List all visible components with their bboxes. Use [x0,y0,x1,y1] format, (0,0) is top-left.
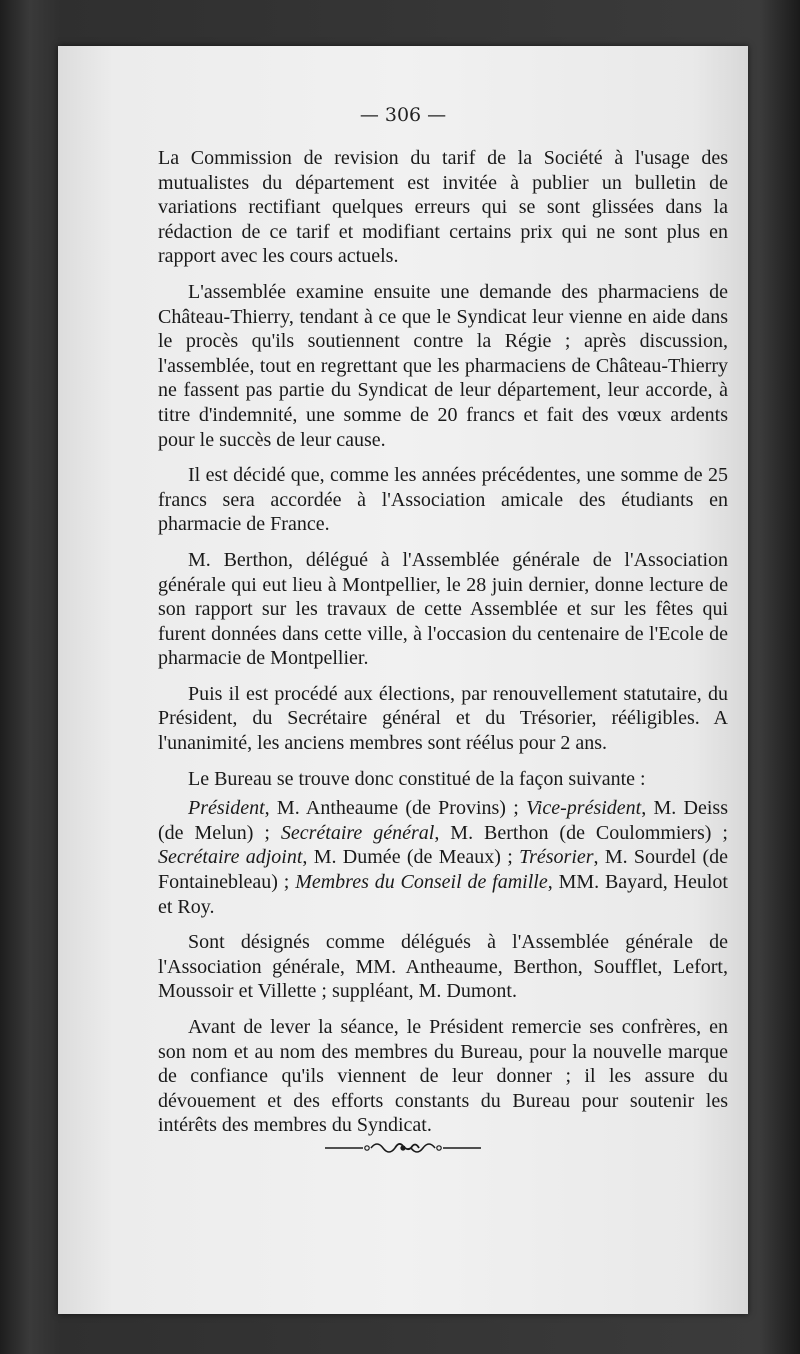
secretaire-adjoint-name: , M. Dumée (de Meaux) ; [302,846,520,869]
page-number: — 306 — [359,104,447,126]
vice-president-name: , M. Deiss (de Melun) ; [158,797,728,844]
paragraph-delegues: Sont désignés comme délégués à l'Assemblée générale de l'Association générale, MM. Antheaume, Berthon, Soufflet, Lefort, Moussoir et Villette ; suppléant, M. Dumont. [158,931,728,1003]
tresorier-name: , M. Sourdel (de Fontainebleau) ; [158,846,728,894]
secretaire-general-name: , M. Berthon (de Coulommiers) ; [434,821,728,844]
paragraph-cloture: Avant de lever la séance, le Président remercie ses confrères, en son nom et au nom des membres du Bureau, pour la nouvelle marque de confiance qu'ils viennent de leur donner ; il les assure du dévouement et des efforts constants du Bureau pour soutenir les intérêts des membres du Syndicat. [158,1016,728,1137]
paragraph-association-amicale: Il est décidé que, comme les années précédentes, une somme de 25 francs sera accordée à l'Association amicale des étudiants en pharmacie de France. [158,464,728,536]
book-page [58,46,748,1314]
page-body [158,146,728,1149]
fleuron-svg [323,1136,483,1160]
paragraph-bureau-intro: Le Bureau se trouve donc constitué de la façon suivante : [188,767,646,790]
president-name: , M. Antheaume (de Provins) ; [264,797,527,820]
paragraph-berthon-rapport: M. Berthon, délégué à l'Assemblée générale de l'Association générale qui eut lieu à Montpellier, le 28 juin dernier, donne lecture de son rapport sur les travaux de cette Assemblée et sur les fêtes qui furent données dans cette ville, à l'occasion du centenaire de l'Ecole de pharmacie de Montpellier. [158,548,728,670]
role-tresorier: Trésorier [519,846,594,869]
role-president: Président [188,797,265,820]
paragraph-chateau-thierry: L'assemblée examine ensuite une demande des pharmaciens de Château-Thierry, tendant à ce que le Syndicat leur vienne en aide dans le procès qu'ils soutiennent contre la Régie ; après discussion, l'assemblée, tout en regrettant que les pharmaciens de Château-Thierry ne fassent pas partie du Syndicat de leur département, leur accorde, à titre d'indemnité, une somme de 20 francs et fait des vœux ardents pour le succès de leur cause. [158,280,728,451]
role-secretaire-adjoint: Secrétaire adjoint [158,846,303,869]
role-conseil-famille: Membres du Conseil de famille [295,871,548,894]
paragraph-bureau-composition [158,796,728,919]
role-vice-president: Vice-président [526,797,642,820]
paragraph-elections: Puis il est procédé aux élections, par renouvellement statutaire, du Président, du Secrétaire général et du Trésorier, rééligibles. A l'unanimité, les anciens membres sont réélus pour 2 ans. [158,682,728,755]
conseil-famille-names: , MM. Bayard, Heulot et Roy. [158,871,728,918]
paragraph-tarif: La Commission de revision du tarif de la Société à l'usage des mutualistes du département est invitée à publier un bulletin de variations rectifiant quelques erreurs qui se sont glissées dans la rédaction de ce tarif et modifiant certains prix qui ne sont plus en rapport avec les cours actuels. [158,147,728,268]
role-secretaire-general: Secrétaire général [280,821,435,844]
fleuron-ornament-icon [58,1136,748,1160]
